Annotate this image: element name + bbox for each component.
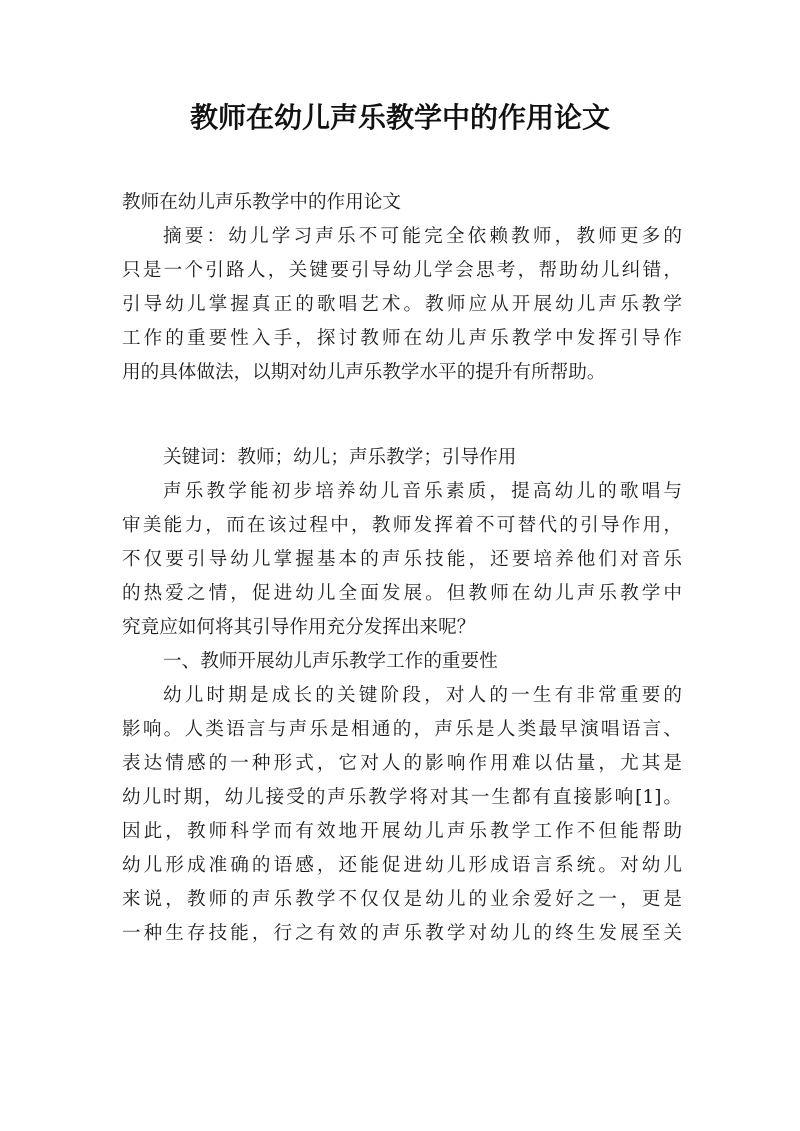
intro-line: 审美能力，而在该过程中，教师发挥着不可替代的引导作用， <box>122 515 682 536</box>
abstract-paragraph <box>122 220 682 390</box>
section-heading-paragraph <box>122 645 682 679</box>
section1-line: 一种生存技能，行之有效的声乐教学对幼儿的终生发展至关 <box>122 923 682 944</box>
abstract-line: 摘要：幼儿学习声乐不可能完全依赖教师，教师更多的 <box>163 226 682 247</box>
section1-line: 表达情感的一种形式，它对人的影响作用难以估量，尤其是 <box>122 753 682 774</box>
section1-line: 影响。人类语言与声乐是相通的，声乐是人类最早演唱语言、 <box>122 719 682 740</box>
abstract-line: 用的具体做法，以期对幼儿声乐教学水平的提升有所帮助。 <box>122 362 606 383</box>
keywords-paragraph <box>122 441 682 475</box>
section1-paragraph <box>122 679 682 951</box>
section1-line: 幼儿时期，幼儿接受的声乐教学将对其一生都有直接影响[1]。 <box>122 787 682 808</box>
document-title: 教师在幼儿声乐教学中的作用论文 <box>189 101 610 134</box>
section-heading: 一、教师开展幼儿声乐教学工作的重要性 <box>163 651 498 672</box>
abstract-line: 引导幼儿掌握真正的歌唱艺术。教师应从开展幼儿声乐教学 <box>122 294 682 315</box>
keywords-line: 关键词：教师；幼儿；声乐教学；引导作用 <box>163 447 517 468</box>
intro-line: 究竟应如何将其引导作用充分发挥出来呢？ <box>122 617 476 638</box>
abstract-line: 工作的重要性入手，探讨教师在幼儿声乐教学中发挥引导作 <box>122 328 682 349</box>
document-subtitle: 教师在幼儿声乐教学中的作用论文 <box>122 192 401 213</box>
section1-line: 幼儿时期是成长的关键阶段，对人的一生有非常重要的 <box>163 685 682 706</box>
section1-line: 来说，教师的声乐教学不仅仅是幼儿的业余爱好之一，更是 <box>122 889 682 910</box>
intro-line: 不仅要引导幼儿掌握基本的声乐技能，还要培养他们对音乐 <box>122 549 682 570</box>
intro-paragraph <box>122 475 682 645</box>
section1-line: 幼儿形成准确的语感，还能促进幼儿形成语言系统。对幼儿 <box>122 855 682 876</box>
document-body <box>122 186 682 951</box>
paragraph-spacer <box>122 390 682 441</box>
abstract-line: 只是一个引路人，关键要引导幼儿学会思考，帮助幼儿纠错， <box>122 260 682 281</box>
intro-line: 声乐教学能初步培养幼儿音乐素质，提高幼儿的歌唱与 <box>163 481 682 502</box>
section1-line: 因此，教师科学而有效地开展幼儿声乐教学工作不但能帮助 <box>122 821 682 842</box>
intro-line: 的热爱之情，促进幼儿全面发展。但教师在幼儿声乐教学中 <box>122 583 682 604</box>
